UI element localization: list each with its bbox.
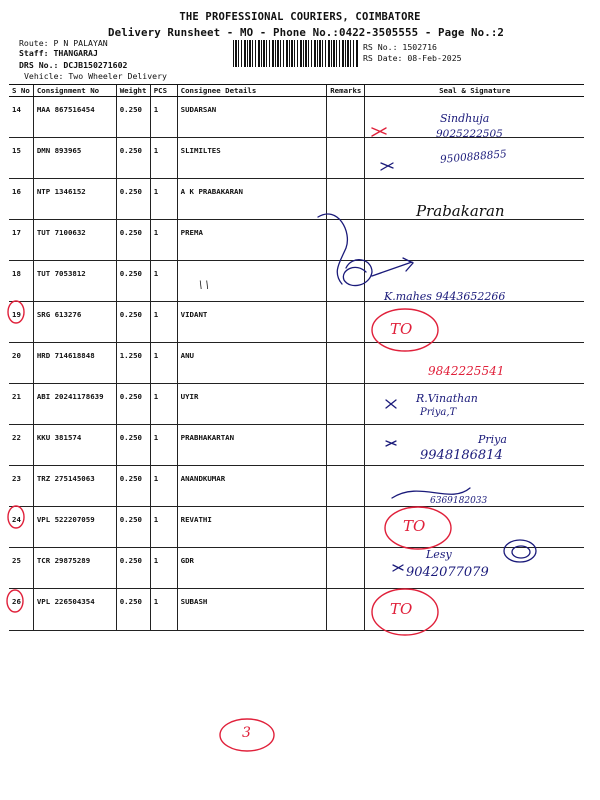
cell-sno: 22 — [9, 425, 33, 466]
cell-consignment: HRD 714618848 — [33, 343, 116, 384]
sig18-marks: \ \ — [199, 280, 209, 291]
cell-sno: 23 — [9, 466, 33, 507]
sig15-phone: 9500888855 — [439, 148, 508, 166]
col-header-weight: Weight — [116, 85, 150, 97]
sig22-name: Priya — [478, 433, 507, 446]
cell-weight: 0.250 — [116, 220, 150, 261]
sig25-name: Lesy — [426, 548, 452, 561]
page-circle-number: 3 — [242, 725, 251, 741]
company-title: THE PROFESSIONAL COURIERS, COIMBATORE — [179, 11, 421, 23]
cell-consignee: VIDANT — [177, 302, 327, 343]
cell-pcs: 1 — [150, 343, 177, 384]
cell-consignee: SLIMILTES — [177, 138, 327, 179]
pen-circle — [504, 540, 536, 562]
cell-weight: 0.250 — [116, 179, 150, 220]
cell-consignee: GDR — [177, 548, 327, 589]
cell-consignment: VPL 226504354 — [33, 589, 116, 631]
cell-weight: 1.250 — [116, 343, 150, 384]
red-circle-26 — [7, 590, 23, 612]
cell-sno: 14 — [9, 97, 33, 138]
cell-sno: 18 — [9, 261, 33, 302]
col-header-seal: Seal & Signature — [365, 85, 584, 97]
pen-circle — [512, 546, 530, 558]
cell-sno: 24 — [9, 507, 33, 548]
cell-pcs: 1 — [150, 425, 177, 466]
cell-weight: 0.250 — [116, 425, 150, 466]
sig21-sub: Priya,T — [420, 407, 457, 418]
sig25-phone: 9042077079 — [406, 565, 489, 580]
pen-tick — [381, 163, 393, 170]
red-tick — [372, 128, 386, 136]
cell-consignment: TUT 7053812 — [33, 261, 116, 302]
sig20-phone: 9842225541 — [428, 364, 505, 378]
cell-weight: 0.250 — [116, 261, 150, 302]
cell-weight: 0.250 — [116, 548, 150, 589]
col-header-consignment: Consignment No — [33, 85, 116, 97]
cell-pcs: 1 — [150, 548, 177, 589]
pen-scribble-loop — [343, 260, 372, 286]
cell-consignee: UYIR — [177, 384, 327, 425]
col-header-consignee: Consignee Details — [177, 85, 327, 97]
cell-consignment: TCR 29875289 — [33, 548, 116, 589]
cell-sno: 21 — [9, 384, 33, 425]
pen-tick — [386, 400, 396, 408]
cell-pcs: 1 — [150, 466, 177, 507]
runsheet-subtitle: Delivery Runsheet - MO - Phone No.:0422-3505555 - Page No.:2 — [108, 26, 505, 39]
route-label: Route: P N PALAYAN — [19, 38, 108, 48]
rs-number: RS No.: 1502716 — [363, 42, 437, 52]
drs-number: DRS No.: DCJB150271602 — [19, 60, 128, 70]
cell-consignment: KKU 381574 — [33, 425, 116, 466]
cell-pcs: 1 — [150, 261, 177, 302]
cell-pcs: 1 — [150, 384, 177, 425]
sig21-name: R.Vinathan — [416, 392, 478, 405]
cell-pcs: 1 — [150, 220, 177, 261]
rs-date: RS Date: 08-Feb-2025 — [363, 53, 462, 63]
red-circle-24 — [8, 506, 24, 528]
cell-weight: 0.250 — [116, 384, 150, 425]
sig14-name: Sindhuja — [440, 112, 490, 125]
col-header-remarks: Remarks — [327, 85, 365, 97]
cell-consignment: NTP 1346152 — [33, 179, 116, 220]
cell-consignee: SUBASH — [177, 589, 327, 631]
sig14-phone: 9025222505 — [436, 128, 503, 140]
to-mark-26: TO — [390, 600, 413, 618]
sig22-phone: 9948186814 — [420, 448, 503, 463]
to-mark-19: TO — [390, 320, 413, 338]
staff-label: Staff: THANGARAJ — [19, 48, 98, 58]
cell-consignee: SUDARSAN — [177, 97, 327, 138]
cell-consignee: REVATHI — [177, 507, 327, 548]
cell-consignee: PRABHAKARTAN — [177, 425, 327, 466]
cell-sno: 25 — [9, 548, 33, 589]
cell-consignee: ANANDKUMAR — [177, 466, 327, 507]
cell-consignee: A K PRABAKARAN — [177, 179, 327, 220]
cell-pcs: 1 — [150, 302, 177, 343]
col-header-pcs: PCS — [150, 85, 177, 97]
cell-weight: 0.250 — [116, 507, 150, 548]
pen-tick — [386, 441, 396, 446]
cell-consignment: VPL 522207059 — [33, 507, 116, 548]
cell-pcs: 1 — [150, 507, 177, 548]
cell-consignment: SRG 613276 — [33, 302, 116, 343]
cell-sno: 26 — [9, 589, 33, 631]
sig16-signature: Prabakaran — [416, 202, 505, 220]
cell-sno: 17 — [9, 220, 33, 261]
cell-consignee: PREMA — [177, 220, 327, 261]
vehicle-label: Vehicle: Two Wheeler Delivery — [24, 71, 167, 81]
pen-arrow — [372, 258, 413, 276]
sig18-phone: K.mahes 9443652266 — [384, 290, 506, 303]
red-marks — [7, 128, 451, 751]
cell-sno: 19 — [9, 302, 33, 343]
cell-pcs: 1 — [150, 179, 177, 220]
cell-consignment: TRZ 275145063 — [33, 466, 116, 507]
cell-weight: 0.250 — [116, 302, 150, 343]
cell-consignment: MAA 867516454 — [33, 97, 116, 138]
cell-consignment: DMN 893965 — [33, 138, 116, 179]
cell-sno: 20 — [9, 343, 33, 384]
cell-pcs: 1 — [150, 138, 177, 179]
pen-scribble-arrow — [318, 214, 347, 284]
pen-tick — [393, 565, 403, 571]
cell-pcs: 1 — [150, 589, 177, 631]
cell-pcs: 1 — [150, 97, 177, 138]
sig23-phone: 6369182033 — [430, 496, 488, 506]
cell-consignment: ABI 20241178639 — [33, 384, 116, 425]
cell-weight: 0.250 — [116, 466, 150, 507]
cell-consignment: TUT 7100632 — [33, 220, 116, 261]
cell-weight: 0.250 — [116, 138, 150, 179]
red-circle-19 — [8, 301, 24, 323]
cell-weight: 0.250 — [116, 97, 150, 138]
cell-sno: 16 — [9, 179, 33, 220]
col-header-sno: S No — [9, 85, 33, 97]
to-mark-24: TO — [403, 517, 426, 535]
cell-weight: 0.250 — [116, 589, 150, 631]
cell-consignee: ANU — [177, 343, 327, 384]
cell-sno: 15 — [9, 138, 33, 179]
